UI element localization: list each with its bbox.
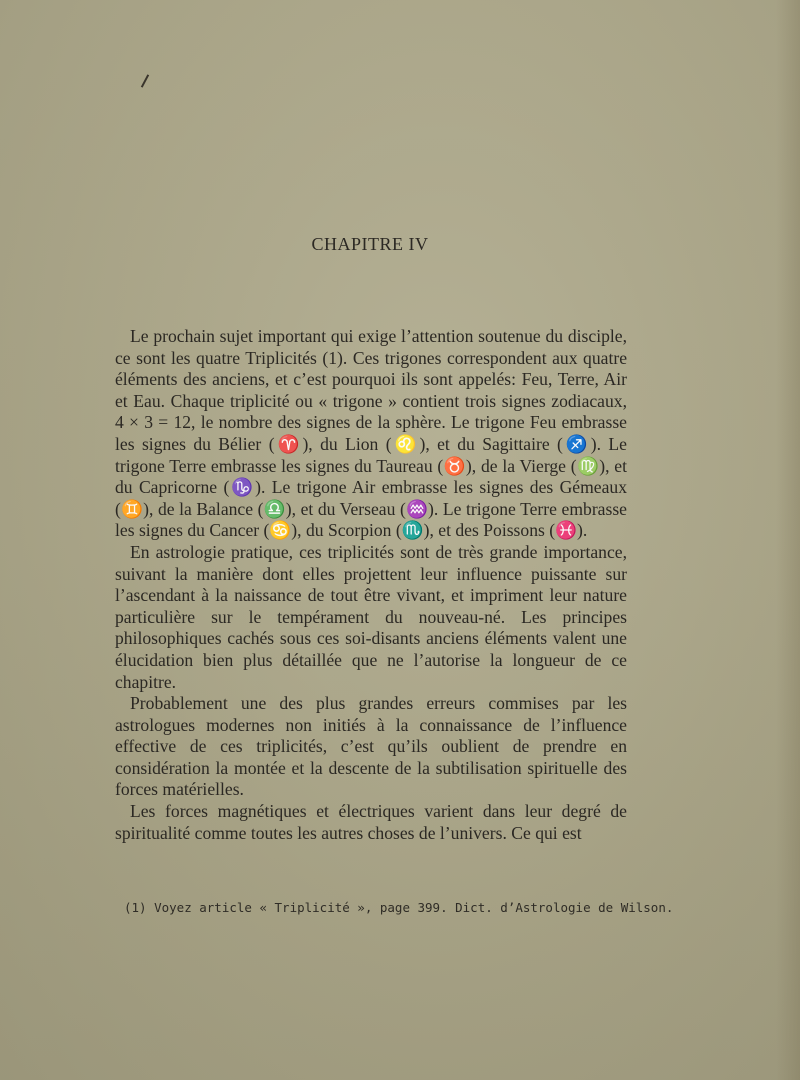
paragraph: Les forces magnétiques et électriques varient dans leur degré de spiritualité comme toutes les autres choses de l’univers. Ce qui est <box>115 801 627 843</box>
footnote: (1) Voyez article « Triplicité », page 399. Dict. d’Astrologie de Wilson. <box>124 900 674 915</box>
body-text <box>115 326 627 844</box>
pen-mark <box>141 74 149 87</box>
paragraph: En astrologie pratique, ces triplicités sont de très grande importance, suivant la manière dont elles projettent leur influence puissante sur l’ascendant à la naissance de tout être vivant, et impriment leur nature particulière sur le tempérament du nouveau-né. Les principes philosophiques cachés sous ces soi-disants anciens éléments valent une élucidation bien plus détaillée que ne l’autorise la longueur de ce chapitre. <box>115 541 627 692</box>
paragraph: Probablement une des plus grandes erreurs commises par les astrologues modernes non initiés à la connaissance de l’influence effective de ces triplicités, c’est qu’ils oublient de prendre en considération la montée et la descente de la subtilisation spirituelle des forces matérielles. <box>115 693 627 800</box>
chapter-title: CHAPITRE IV <box>311 234 429 254</box>
page-edge-shadow <box>776 0 800 1080</box>
paragraph: Le prochain sujet important qui exige l’attention soutenue du disciple, ce sont les quatre Triplicités (1). Ces trigones correspondent aux quatre éléments des anciens, et c’est pourquoi ils sont appelés: Feu, Terre, Air et Eau. Chaque triplicité ou « trigone » contient trois signes zodiacaux, 4 × 3 = 12, le nombre des signes de la sphère. Le trigone Feu embrasse les signes du Bélier (♈), du Lion (♌), et du Sagittaire (♐). Le trigone Terre embrasse les signes du Taureau (♉), de la Vierge (♍), et du Capricorne (♑). Le trigone Air embrasse les signes des Gémeaux (♊), de la Balance (♎), et du Verseau (♒). Le trigone Terre embrasse les signes du Cancer (♋), du Scorpion (♏), et des Poissons (♓). <box>115 326 627 541</box>
